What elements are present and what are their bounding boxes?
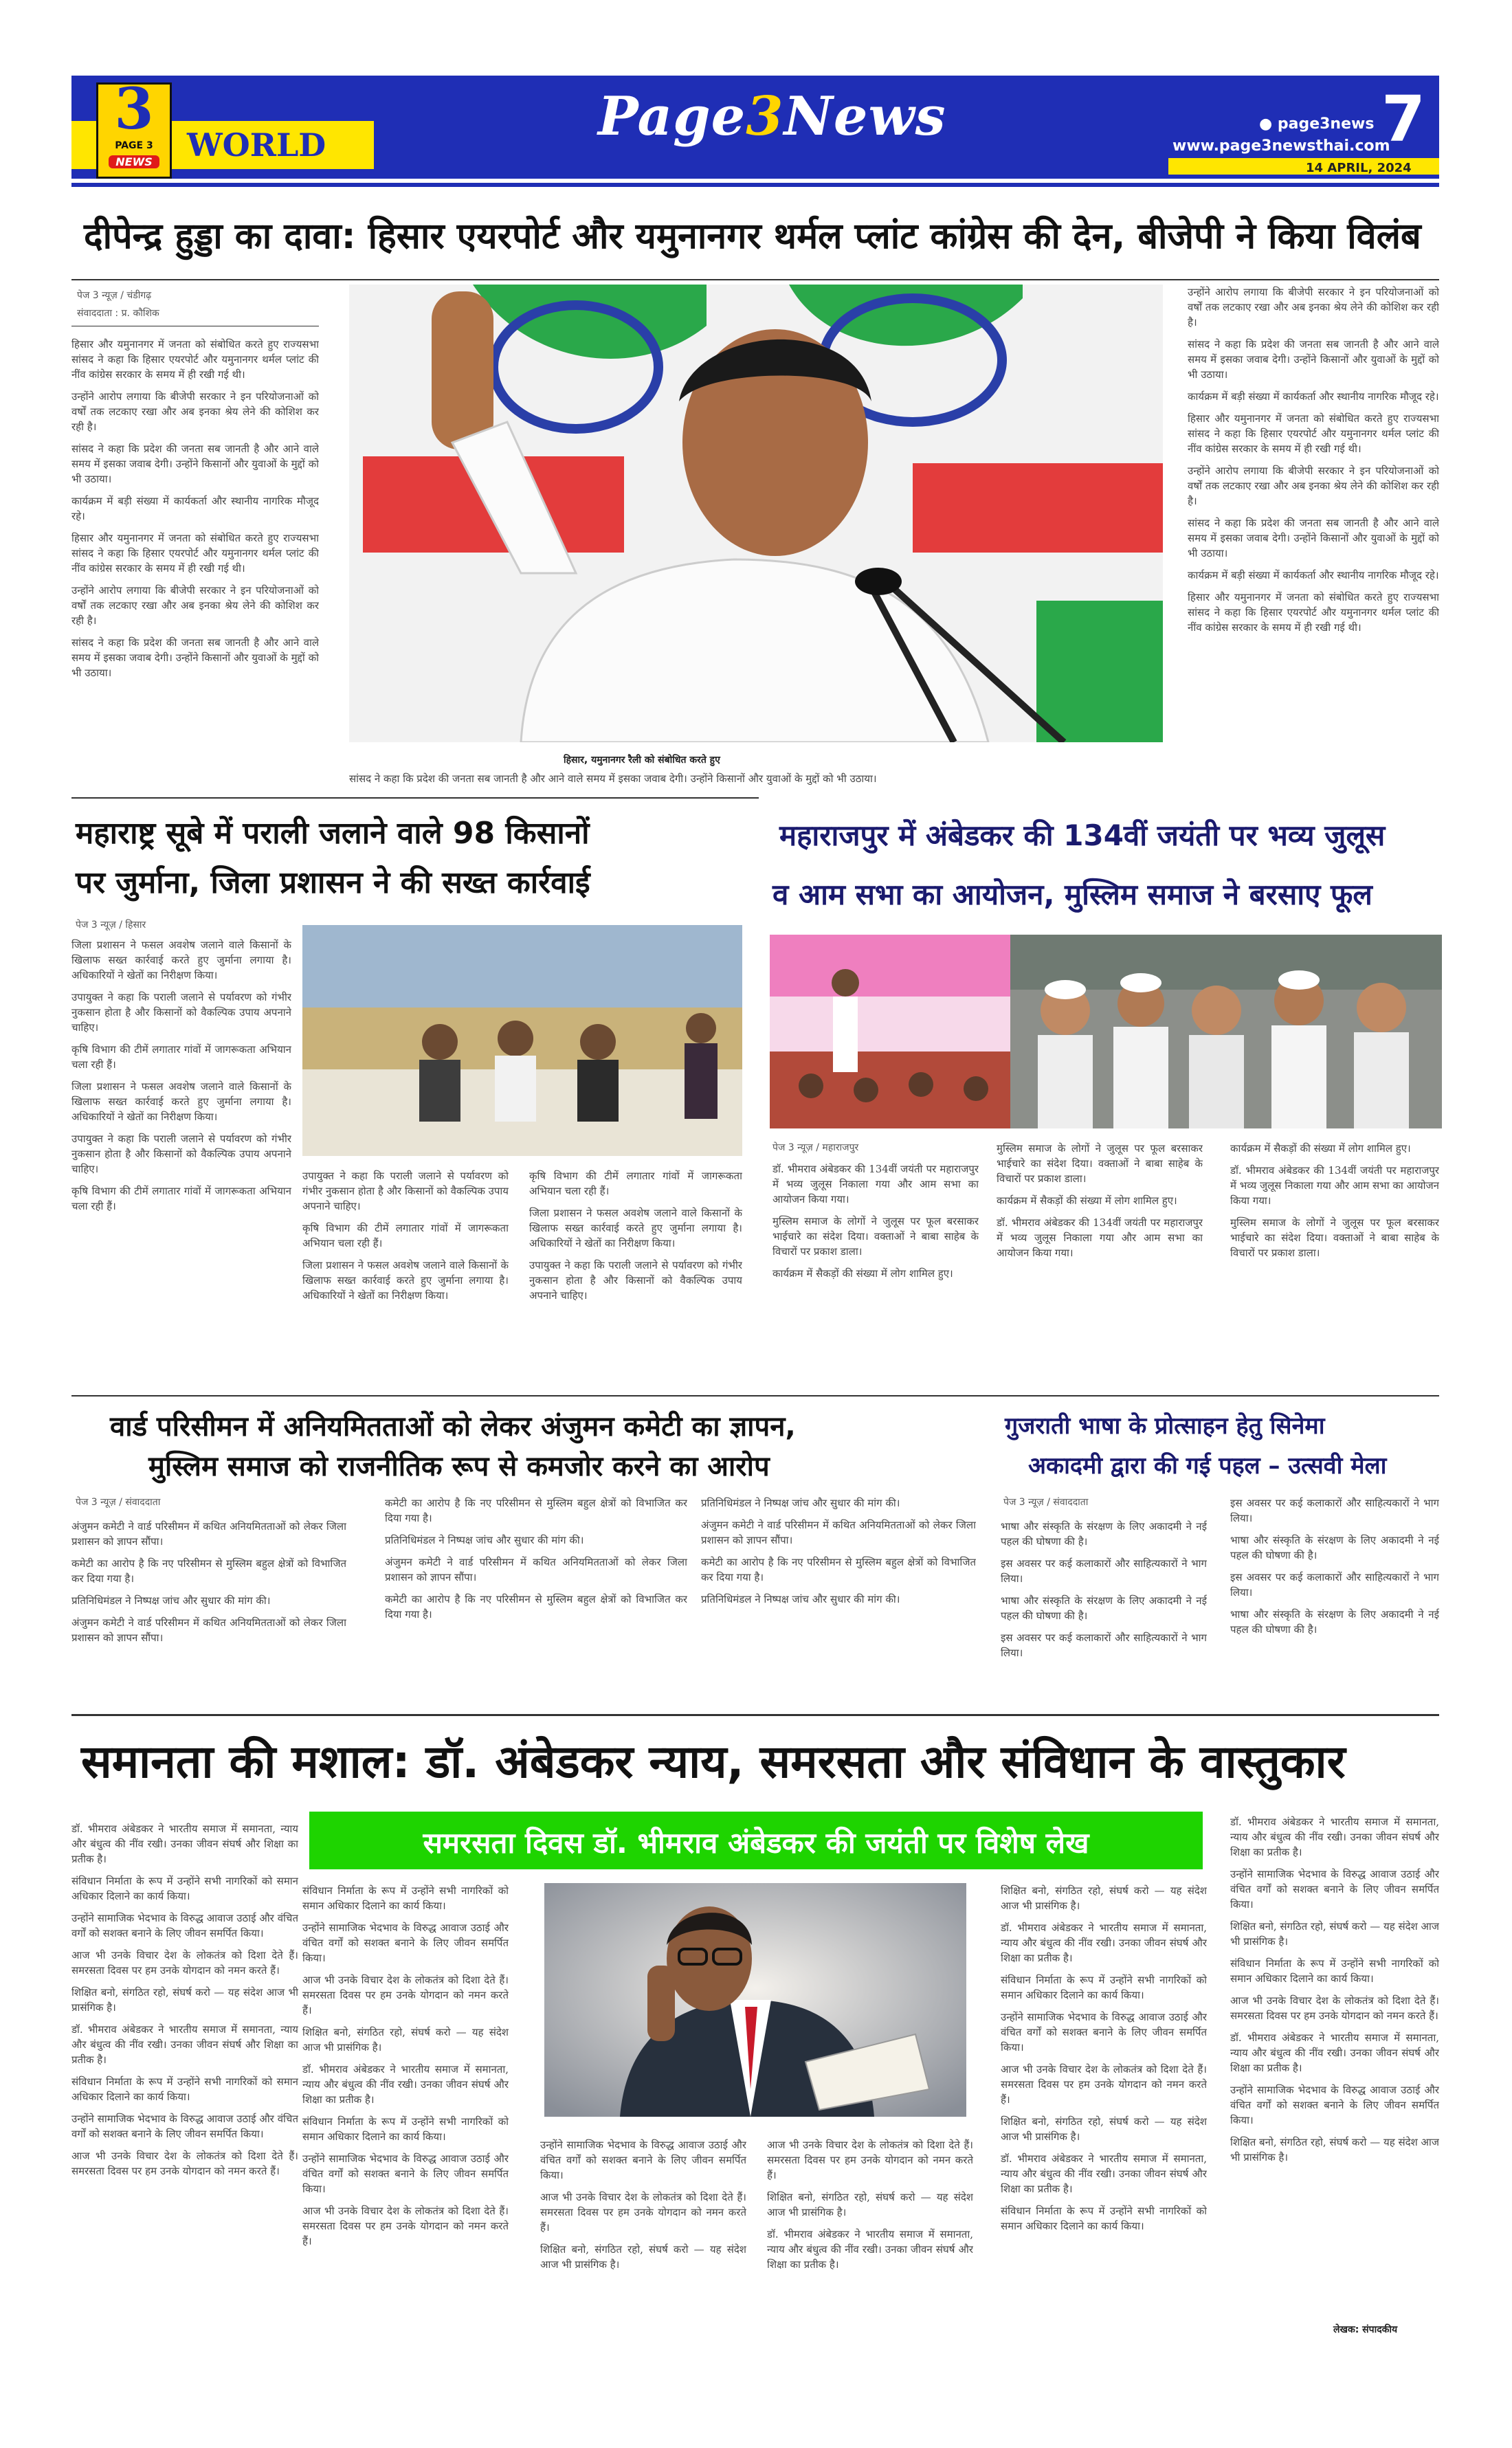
story6-paragraph: डॉ. भीमराव अंबेडकर ने भारतीय समाज में समानता, न्याय और बंधुत्व की नींव रखी। उनका जीवन संघर्ष और शिक्षा का प्रतीक है। — [1001, 2152, 1207, 2195]
story1-paragraph: हिसार और यमुनानगर में जनता को संबोधित करते हुए राज्यसभा सांसद ने कहा कि हिसार एयरपोर्ट और यमुनानगर थर्मल प्लांट की नींव कांग्रेस सरकार के समय में ही रखी गई थी। — [1188, 412, 1439, 455]
story3-paragraph: मुस्लिम समाज के लोगों ने जुलूस पर फूल बरसाकर भाईचारे का संदेश दिया। वक्ताओं ने बाबा साहेब के विचारों पर प्रकाश डाला। — [772, 1215, 979, 1258]
story3-paragraph: कार्यक्रम में सैकड़ों की संख्या में लोग शामिल हुए। — [772, 1267, 953, 1280]
story6-paragraph: संविधान निर्माता के रूप में उन्होंने सभी नागरिकों को समान अधिकार दिलाने का कार्य किया। — [1001, 1974, 1207, 2001]
story6-paragraph: संविधान निर्माता के रूप में उन्होंने सभी नागरिकों को समान अधिकार दिलाने का कार्य किया। — [71, 1875, 298, 1902]
section-label: WORLD — [187, 126, 326, 164]
story2-photo — [302, 925, 742, 1156]
story6-paragraph: उन्होंने सामाजिक भेदभाव के विरुद्ध आवाज उठाई और वंचित वर्गों को सशक्त बनाने के लिए जीवन समर्पित किया। — [302, 2152, 509, 2195]
story6-column-6 — [1230, 1814, 1439, 2309]
story1-paragraph: सांसद ने कहा कि प्रदेश की जनता सब जानती है और आने वाले समय में इसका जवाब देगी। उन्होंने किसानों और युवाओं के मुद्दों को भी उठाया। — [1188, 517, 1439, 559]
story6-column-1 — [71, 1821, 298, 2371]
story1-paragraph: हिसार और यमुनानगर में जनता को संबोधित करते हुए राज्यसभा सांसद ने कहा कि हिसार एयरपोर्ट और यमुनानगर थर्मल प्लांट की नींव कांग्रेस सरकार के समय में ही रखी गई थी। — [1188, 591, 1439, 634]
story3-column-3 — [1230, 1141, 1439, 1391]
story6-paragraph: संविधान निर्माता के रूप में उन्होंने सभी नागरिकों को समान अधिकार दिलाने का कार्य किया। — [302, 2115, 509, 2143]
story6-paragraph: शिक्षित बनो, संगठित रहो, संघर्ष करो — यह संदेश आज भी प्रासंगिक है। — [71, 1986, 298, 2014]
story6-author: लेखक: संपादकीय — [1333, 2324, 1398, 2335]
field-inspection-image — [302, 925, 742, 1156]
story6-paragraph: डॉ. भीमराव अंबेडकर ने भारतीय समाज में समानता, न्याय और बंधुत्व की नींव रखी। उनका जीवन संघर्ष और शिक्षा का प्रतीक है। — [1230, 2032, 1439, 2074]
story3-photo-procession — [1010, 935, 1442, 1128]
story6-column-5 — [1001, 1883, 1207, 2371]
story6-paragraph: शिक्षित बनो, संगठित रहो, संघर्ष करो — यह संदेश आज भी प्रासंगिक है। — [302, 2026, 509, 2054]
story4-paragraph: प्रतिनिधिमंडल ने निष्पक्ष जांच और सुधार की मांग की। — [701, 1497, 900, 1509]
story5-paragraph: इस अवसर पर कई कलाकारों और साहित्यकारों ने भाग लिया। — [1230, 1497, 1439, 1524]
story6-paragraph: उन्होंने सामाजिक भेदभाव के विरुद्ध आवाज उठाई और वंचित वर्गों को सशक्त बनाने के लिए जीवन समर्पित किया। — [71, 1912, 298, 1939]
story6-paragraph: आज भी उनके विचार देश के लोकतंत्र को दिशा देते हैं। समरसता दिवस पर हम उनके योगदान को नमन करते हैं। — [767, 2139, 973, 2181]
story6-paragraph: उन्होंने सामाजिक भेदभाव के विरुद्ध आवाज उठाई और वंचित वर्गों को सशक्त बनाने के लिए जीवन समर्पित किया। — [302, 1922, 509, 1964]
story1-photo — [349, 285, 1163, 742]
story5-column-2 — [1230, 1495, 1439, 1704]
story6-paragraph: शिक्षित बनो, संगठित रहो, संघर्ष करो — यह संदेश आज भी प्रासंगिक है। — [540, 2243, 746, 2271]
story4-paragraph: अंजुमन कमेटी ने वार्ड परिसीमन में कथित अनियमितताओं को लेकर जिला प्रशासन को ज्ञापन सौंपा। — [71, 1616, 346, 1644]
story5-paragraph: भाषा और संस्कृति के संरक्षण के लिए अकादमी ने नई पहल की घोषणा की है। — [1001, 1520, 1207, 1548]
story3-byline: पेज 3 न्यूज़ / महाराजपुर — [772, 1142, 859, 1153]
story1-column-right — [1188, 285, 1439, 779]
story1-byline-author: संवाददाता : प्र. कौशिक — [77, 308, 159, 319]
story4-column-2 — [385, 1495, 687, 1704]
story5-headline-line1: गुजराती भाषा के प्रोत्साहन हेतु सिनेमा — [1005, 1412, 1325, 1440]
story3-paragraph: डॉ. भीमराव अंबेडकर की 134वीं जयंती पर महाराजपुर में भव्य जुलूस निकाला गया और आम सभा का आयोजन किया गया। — [997, 1216, 1203, 1259]
story6-column-2 — [302, 1883, 509, 2371]
story3-column-1 — [772, 1161, 979, 1391]
rally-stage-image — [770, 935, 1010, 1128]
story5-paragraph: इस अवसर पर कई कलाकारों और साहित्यकारों ने भाग लिया। — [1001, 1632, 1207, 1659]
story6-paragraph: आज भी उनके विचार देश के लोकतंत्र को दिशा देते हैं। समरसता दिवस पर हम उनके योगदान को नमन करते हैं। — [540, 2191, 746, 2234]
brand-three: 3 — [746, 85, 784, 148]
story4-paragraph: अंजुमन कमेटी ने वार्ड परिसीमन में कथित अनियमितताओं को लेकर जिला प्रशासन को ज्ञापन सौंपा। — [385, 1556, 687, 1583]
story2-paragraph: उपायुक्त ने कहा कि पराली जलाने से पर्यावरण को गंभीर नुकसान होता है और किसानों को वैकल्पिक उपाय अपनाने चाहिए। — [302, 1170, 509, 1212]
story2-paragraph: कृषि विभाग की टीमें लगातार गांवों में जागरूकता अभियान चला रही हैं। — [529, 1170, 742, 1197]
story1-rule — [71, 279, 1439, 280]
story3-photo-rally — [770, 935, 1010, 1128]
edition-date: 14 APRIL, 2024 — [1306, 161, 1412, 175]
story6-paragraph: शिक्षित बनो, संगठित रहो, संघर्ष करो — यह संदेश आज भी प्रासंगिक है। — [1230, 2136, 1439, 2163]
story5-paragraph: इस अवसर पर कई कलाकारों और साहित्यकारों ने भाग लिया। — [1001, 1557, 1207, 1585]
story6-paragraph: उन्होंने सामाजिक भेदभाव के विरुद्ध आवाज उठाई और वंचित वर्गों को सशक्त बनाने के लिए जीवन समर्पित किया। — [1230, 2084, 1439, 2126]
story3-column-2 — [997, 1141, 1203, 1391]
politician-speaking-image — [349, 285, 1163, 742]
story2-paragraph: जिला प्रशासन ने फसल अवशेष जलाने वाले किसानों के खिलाफ सख्त कार्रवाई करते हुए जुर्माना लगाया है। अधिकारियों ने खेतों का निरीक्षण किया। — [71, 939, 291, 981]
story6-paragraph: आज भी उनके विचार देश के लोकतंत्र को दिशा देते हैं। समरसता दिवस पर हम उनके योगदान को नमन करते हैं। — [71, 2150, 298, 2177]
story4-paragraph: प्रतिनिधिमंडल ने निष्पक्ष जांच और सुधार की मांग की। — [385, 1534, 584, 1546]
story4-paragraph: कमेटी का आरोप है कि नए परिसीमन से मुस्लिम बहुल क्षेत्रों को विभाजित कर दिया गया है। — [701, 1556, 976, 1583]
story1-paragraph: कार्यक्रम में बड़ी संख्या में कार्यकर्ता और स्थानीय नागरिक मौजूद रहे। — [1188, 569, 1439, 581]
ambedkar-portrait-image — [544, 1883, 966, 2117]
story6-photo — [544, 1883, 966, 2117]
story5-paragraph: इस अवसर पर कई कलाकारों और साहित्यकारों ने भाग लिया। — [1230, 1571, 1439, 1599]
story1-paragraph: हिसार और यमुनानगर में जनता को संबोधित करते हुए राज्यसभा सांसद ने कहा कि हिसार एयरपोर्ट और यमुनानगर थर्मल प्लांट की नींव कांग्रेस सरकार के समय में ही रखी गई थी। — [71, 532, 319, 575]
story4-paragraph: कमेटी का आरोप है कि नए परिसीमन से मुस्लिम बहुल क्षेत्रों को विभाजित कर दिया गया है। — [385, 1593, 687, 1621]
story1-paragraph: सांसद ने कहा कि प्रदेश की जनता सब जानती है और आने वाले समय में इसका जवाब देगी। उन्होंने किसानों और युवाओं के मुद्दों को भी उठाया। — [71, 636, 319, 679]
story6-paragraph: संविधान निर्माता के रूप में उन्होंने सभी नागरिकों को समान अधिकार दिलाने का कार्य किया। — [71, 2076, 298, 2103]
story6-headline: समानता की मशाल: डॉ. अंबेडकर न्याय, समरसता और संविधान के वास्तुकार — [81, 1735, 1346, 1788]
story2-column-2 — [302, 1168, 509, 1391]
story6-banner-text: समरसता दिवस डॉ. भीमराव अंबेडकर की जयंती पर विशेष लेख — [423, 1826, 1089, 1860]
story1-paragraph: हिसार और यमुनानगर में जनता को संबोधित करते हुए राज्यसभा सांसद ने कहा कि हिसार एयरपोर्ट और यमुनानगर थर्मल प्लांट की नींव कांग्रेस सरकार के समय में ही रखी गई थी। — [71, 338, 319, 381]
story2-paragraph: कृषि विभाग की टीमें लगातार गांवों में जागरूकता अभियान चला रही हैं। — [71, 1043, 291, 1071]
story3-headline-line1: महाराजपुर में अंबेडकर की 134वीं जयंती पर भव्य जुलूस — [779, 819, 1386, 852]
story2-column-1 — [71, 937, 291, 1391]
story1-photo-caption: हिसार, यमुनानगर रैली को संबोधित करते हुए — [564, 755, 720, 766]
story6-paragraph: शिक्षित बनो, संगठित रहो, संघर्ष करो — यह संदेश आज भी प्रासंगिक है। — [1001, 1884, 1207, 1912]
story6-paragraph: डॉ. भीमराव अंबेडकर ने भारतीय समाज में समानता, न्याय और बंधुत्व की नींव रखी। उनका जीवन संघर्ष और शिक्षा का प्रतीक है। — [1001, 1922, 1207, 1964]
page-number: 7 — [1381, 82, 1426, 156]
story3-paragraph: डॉ. भीमराव अंबेडकर की 134वीं जयंती पर महाराजपुर में भव्य जुलूस निकाला गया और आम सभा का आयोजन किया गया। — [772, 1163, 979, 1205]
story6-paragraph: डॉ. भीमराव अंबेडकर ने भारतीय समाज में समानता, न्याय और बंधुत्व की नींव रखी। उनका जीवन संघर्ष और शिक्षा का प्रतीक है। — [1230, 1816, 1439, 1858]
social-handle: ● page3news — [1259, 115, 1375, 133]
procession-image — [1010, 935, 1442, 1128]
logo-news-tag: NEWS — [109, 155, 159, 168]
story1-paragraph: उन्होंने आरोप लगाया कि बीजेपी सरकार ने इन परियोजनाओं को वर्षों तक लटकाए रखा और अब इनका श्रेय लेने की कोशिश कर रही है। — [1188, 465, 1439, 507]
story6-paragraph: आज भी उनके विचार देश के लोकतंत्र को दिशा देते हैं। समरसता दिवस पर हम उनके योगदान को नमन करते हैं। — [302, 2205, 509, 2247]
story1-paragraph: उन्होंने आरोप लगाया कि बीजेपी सरकार ने इन परियोजनाओं को वर्षों तक लटकाए रखा और अब इनका श्रेय लेने की कोशिश कर रही है। — [71, 390, 319, 433]
story6-paragraph: शिक्षित बनो, संगठित रहो, संघर्ष करो — यह संदेश आज भी प्रासंगिक है। — [1230, 1920, 1439, 1948]
story5-column-1 — [1001, 1519, 1207, 1704]
story2-byline: पेज 3 न्यूज़ / हिसार — [76, 920, 146, 931]
story1-paragraph: सांसद ने कहा कि प्रदेश की जनता सब जानती है और आने वाले समय में इसका जवाब देगी। उन्होंने किसानों और युवाओं के मुद्दों को भी उठाया। — [349, 772, 877, 785]
story2-paragraph: उपायुक्त ने कहा कि पराली जलाने से पर्यावरण को गंभीर नुकसान होता है और किसानों को वैकल्पिक उपाय अपनाने चाहिए। — [71, 991, 291, 1034]
story2-headline-line2: पर जुर्माना, जिला प्रशासन ने की सख्त कार्रवाई — [76, 865, 590, 900]
story2-paragraph: कृषि विभाग की टीमें लगातार गांवों में जागरूकता अभियान चला रही हैं। — [302, 1222, 509, 1249]
story2-column-3 — [529, 1168, 742, 1391]
story1-paragraph: उन्होंने आरोप लगाया कि बीजेपी सरकार ने इन परियोजनाओं को वर्षों तक लटकाए रखा और अब इनका श्रेय लेने की कोशिश कर रही है। — [1188, 286, 1439, 329]
story3-paragraph: कार्यक्रम में सैकड़ों की संख्या में लोग शामिल हुए। — [997, 1194, 1177, 1207]
story3-paragraph: मुस्लिम समाज के लोगों ने जुलूस पर फूल बरसाकर भाईचारे का संदेश दिया। वक्ताओं ने बाबा साहेब के विचारों पर प्रकाश डाला। — [1230, 1216, 1439, 1259]
story6-paragraph: शिक्षित बनो, संगठित रहो, संघर्ष करो — यह संदेश आज भी प्रासंगिक है। — [767, 2191, 973, 2218]
story6-paragraph: संविधान निर्माता के रूप में उन्होंने सभी नागरिकों को समान अधिकार दिलाने का कार्य किया। — [1001, 2205, 1207, 2232]
story1-paragraph: सांसद ने कहा कि प्रदेश की जनता सब जानती है और आने वाले समय में इसका जवाब देगी। उन्होंने किसानों और युवाओं के मुद्दों को भी उठाया। — [1188, 338, 1439, 381]
story1-column-left — [71, 337, 319, 804]
middle-rule — [71, 1395, 1439, 1397]
story6-paragraph: शिक्षित बनो, संगठित रहो, संघर्ष करो — यह संदेश आज भी प्रासंगिक है। — [1001, 2115, 1207, 2143]
story2-paragraph: जिला प्रशासन ने फसल अवशेष जलाने वाले किसानों के खिलाफ सख्त कार्रवाई करते हुए जुर्माना लगाया है। अधिकारियों ने खेतों का निरीक्षण किया। — [302, 1259, 509, 1302]
brand-post: News — [783, 85, 946, 148]
story5-paragraph: भाषा और संस्कृति के संरक्षण के लिए अकादमी ने नई पहल की घोषणा की है। — [1001, 1594, 1207, 1622]
story1-paragraph: कार्यक्रम में बड़ी संख्या में कार्यकर्ता और स्थानीय नागरिक मौजूद रहे। — [71, 495, 319, 522]
story1-paragraph: सांसद ने कहा कि प्रदेश की जनता सब जानती है और आने वाले समय में इसका जवाब देगी। उन्होंने किसानों और युवाओं के मुद्दों को भी उठाया। — [71, 443, 319, 485]
story4-headline-line2: मुस्लिम समाज को राजनीतिक रूप से कमजोर करने का आरोप — [148, 1451, 770, 1482]
story6-paragraph: उन्होंने सामाजिक भेदभाव के विरुद्ध आवाज उठाई और वंचित वर्गों को सशक्त बनाने के लिए जीवन समर्पित किया। — [71, 2113, 298, 2140]
story6-column-3 — [540, 2137, 746, 2371]
story6-column-4 — [767, 2137, 973, 2371]
story5-paragraph: भाषा और संस्कृति के संरक्षण के लिए अकादमी ने नई पहल की घोषणा की है। — [1230, 1534, 1439, 1561]
story6-paragraph: आज भी उनके विचार देश के लोकतंत्र को दिशा देते हैं। समरसता दिवस पर हम उनके योगदान को नमन करते हैं। — [1001, 2063, 1207, 2106]
story4-column-1 — [71, 1519, 346, 1704]
story6-paragraph: उन्होंने सामाजिक भेदभाव के विरुद्ध आवाज उठाई और वंचित वर्गों को सशक्त बनाने के लिए जीवन समर्पित किया। — [1230, 1868, 1439, 1911]
story2-paragraph: उपायुक्त ने कहा कि पराली जलाने से पर्यावरण को गंभीर नुकसान होता है और किसानों को वैकल्पिक उपाय अपनाने चाहिए। — [529, 1259, 742, 1302]
story6-paragraph: संविधान निर्माता के रूप में उन्होंने सभी नागरिकों को समान अधिकार दिलाने का कार्य किया। — [1230, 1957, 1439, 1985]
story1-paragraph: उन्होंने आरोप लगाया कि बीजेपी सरकार ने इन परियोजनाओं को वर्षों तक लटकाए रखा और अब इनका श्रेय लेने की कोशिश कर रही है। — [71, 584, 319, 627]
story1-headline: दीपेन्द्र हुड्डा का दावा: हिसार एयरपोर्ट और यमुनानगर थर्मल प्लांट कांग्रेस की देन, बीजेपी ने किया विलंब — [84, 216, 1421, 257]
logo-small-text: PAGE 3 — [115, 140, 153, 151]
story6-paragraph: उन्होंने सामाजिक भेदभाव के विरुद्ध आवाज उठाई और वंचित वर्गों को सशक्त बनाने के लिए जीवन समर्पित किया। — [1001, 2011, 1207, 2054]
story6-paragraph: आज भी उनके विचार देश के लोकतंत्र को दिशा देते हैं। समरसता दिवस पर हम उनके योगदान को नमन करते हैं। — [1230, 1994, 1439, 2022]
lower-rule — [71, 1714, 1439, 1716]
story2-rule-top — [71, 797, 759, 799]
story6-paragraph: उन्होंने सामाजिक भेदभाव के विरुद्ध आवाज उठाई और वंचित वर्गों को सशक्त बनाने के लिए जीवन समर्पित किया। — [540, 2139, 746, 2181]
story5-paragraph: भाषा और संस्कृति के संरक्षण के लिए अकादमी ने नई पहल की घोषणा की है। — [1230, 1608, 1439, 1636]
story1-paragraph: कार्यक्रम में बड़ी संख्या में कार्यकर्ता और स्थानीय नागरिक मौजूद रहे। — [1188, 390, 1439, 403]
story6-paragraph: डॉ. भीमराव अंबेडकर ने भारतीय समाज में समानता, न्याय और बंधुत्व की नींव रखी। उनका जीवन संघर्ष और शिक्षा का प्रतीक है। — [302, 2063, 509, 2106]
story4-paragraph: कमेटी का आरोप है कि नए परिसीमन से मुस्लिम बहुल क्षेत्रों को विभाजित कर दिया गया है। — [71, 1557, 346, 1585]
story2-paragraph: कृषि विभाग की टीमें लगातार गांवों में जागरूकता अभियान चला रही हैं। — [71, 1185, 291, 1212]
masthead-rule — [71, 183, 1439, 187]
brand-title — [598, 85, 946, 148]
website-link[interactable]: www.page3newsthai.com — [1172, 137, 1390, 155]
story3-paragraph: कार्यक्रम में सैकड़ों की संख्या में लोग शामिल हुए। — [1230, 1142, 1411, 1155]
story4-paragraph: प्रतिनिधिमंडल ने निष्पक्ष जांच और सुधार की मांग की। — [71, 1594, 271, 1607]
story4-column-3 — [701, 1495, 976, 1704]
story4-byline: पेज 3 न्यूज़ / संवाददाता — [76, 1497, 161, 1508]
story6-paragraph: डॉ. भीमराव अंबेडकर ने भारतीय समाज में समानता, न्याय और बंधुत्व की नींव रखी। उनका जीवन संघर्ष और शिक्षा का प्रतीक है। — [71, 2023, 298, 2066]
story6-paragraph: आज भी उनके विचार देश के लोकतंत्र को दिशा देते हैं। समरसता दिवस पर हम उनके योगदान को नमन करते हैं। — [302, 1974, 509, 2016]
story1-byline-place: पेज 3 न्यूज़ / चंडीगढ़ — [77, 290, 152, 301]
story4-paragraph: अंजुमन कमेटी ने वार्ड परिसीमन में कथित अनियमितताओं को लेकर जिला प्रशासन को ज्ञापन सौंपा। — [701, 1519, 976, 1546]
story6-paragraph: डॉ. भीमराव अंबेडकर ने भारतीय समाज में समानता, न्याय और बंधुत्व की नींव रखी। उनका जीवन संघर्ष और शिक्षा का प्रतीक है। — [71, 1823, 298, 1865]
story2-paragraph: उपायुक्त ने कहा कि पराली जलाने से पर्यावरण को गंभीर नुकसान होता है और किसानों को वैकल्पिक उपाय अपनाने चाहिए। — [71, 1133, 291, 1175]
story6-paragraph: आज भी उनके विचार देश के लोकतंत्र को दिशा देते हैं। समरसता दिवस पर हम उनके योगदान को नमन करते हैं। — [71, 1949, 298, 1977]
story6-paragraph: डॉ. भीमराव अंबेडकर ने भारतीय समाज में समानता, न्याय और बंधुत्व की नींव रखी। उनका जीवन संघर्ष और शिक्षा का प्रतीक है। — [767, 2228, 973, 2271]
story6-paragraph: संविधान निर्माता के रूप में उन्होंने सभी नागरिकों को समान अधिकार दिलाने का कार्य किया। — [302, 1884, 509, 1912]
story5-byline: पेज 3 न्यूज़ / संवाददाता — [1003, 1497, 1089, 1508]
story4-paragraph: अंजुमन कमेटी ने वार्ड परिसीमन में कथित अनियमितताओं को लेकर जिला प्रशासन को ज्ञापन सौंपा। — [71, 1520, 346, 1548]
story4-paragraph: प्रतिनिधिमंडल ने निष्पक्ष जांच और सुधार की मांग की। — [701, 1593, 900, 1605]
logo-number: 3 — [114, 76, 154, 142]
story5-headline-line2: अकादमी द्वारा की गई पहल – उत्सवी मेला — [1028, 1452, 1387, 1480]
story3-headline-line2: व आम सभा का आयोजन, मुस्लिम समाज ने बरसाए फूल — [772, 878, 1372, 911]
brand-pre: Page — [598, 85, 746, 148]
story3-paragraph: मुस्लिम समाज के लोगों ने जुलूस पर फूल बरसाकर भाईचारे का संदेश दिया। वक्ताओं ने बाबा साहेब के विचारों पर प्रकाश डाला। — [997, 1142, 1203, 1185]
story1-column-bottom — [349, 771, 1163, 804]
story3-paragraph: डॉ. भीमराव अंबेडकर की 134वीं जयंती पर महाराजपुर में भव्य जुलूस निकाला गया और आम सभा का आयोजन किया गया। — [1230, 1164, 1439, 1207]
story2-paragraph: जिला प्रशासन ने फसल अवशेष जलाने वाले किसानों के खिलाफ सख्त कार्रवाई करते हुए जुर्माना लगाया है। अधिकारियों ने खेतों का निरीक्षण किया। — [71, 1080, 291, 1123]
story2-paragraph: जिला प्रशासन ने फसल अवशेष जलाने वाले किसानों के खिलाफ सख्त कार्रवाई करते हुए जुर्माना लगाया है। अधिकारियों ने खेतों का निरीक्षण किया। — [529, 1207, 742, 1249]
story4-headline-line1: वार्ड परिसीमन में अनियमितताओं को लेकर अंजुमन कमेटी का ज्ञापन, — [110, 1411, 796, 1443]
story4-paragraph: कमेटी का आरोप है कि नए परिसीमन से मुस्लिम बहुल क्षेत्रों को विभाजित कर दिया गया है। — [385, 1497, 687, 1524]
story2-headline-line1: महाराष्ट्र सूबे में पराली जलाने वाले 98 किसानों — [76, 816, 590, 851]
